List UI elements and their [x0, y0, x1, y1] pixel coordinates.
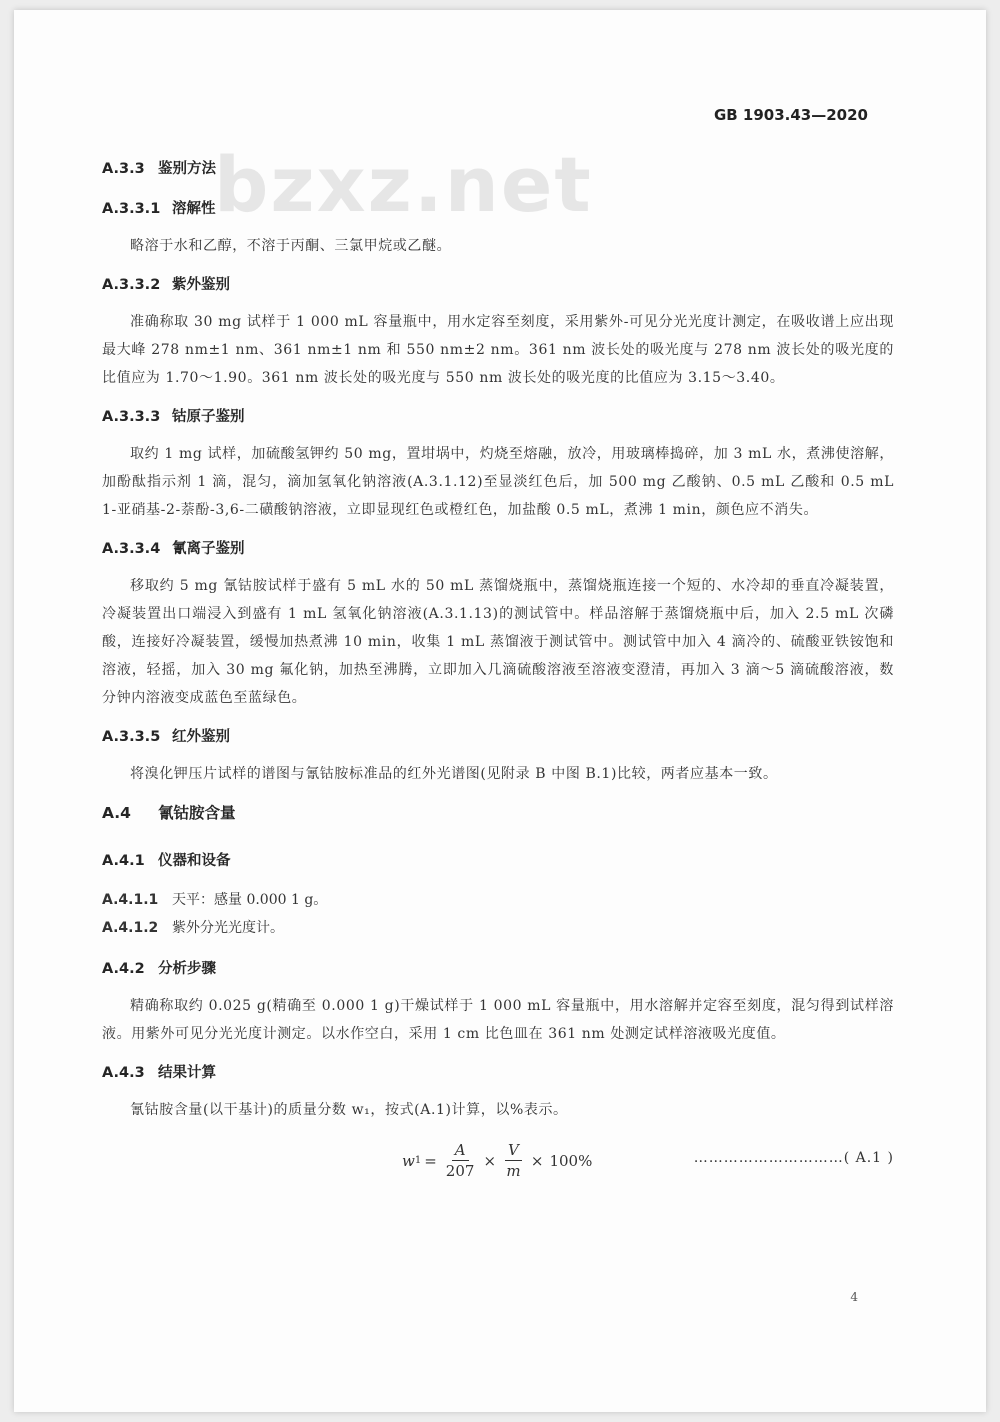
section-heading-a3331: A.3.3.1 溶解性 [102, 201, 216, 217]
section-heading-a3335: A.3.3.5 红外鉴别 [102, 729, 230, 745]
list-item: A.4.1.2 紫外分光光度计。 [102, 920, 284, 936]
section-heading-a42: A.4.2 分析步骤 [102, 961, 216, 977]
section-heading-a3334: A.3.3.4 氰离子鉴别 [102, 541, 245, 557]
paragraph-solubility: 略溶于水和乙醇，不溶于丙酮、三氯甲烷或乙醚。 [130, 238, 452, 254]
section-heading-a333: A.3.3 鉴别方法 [102, 161, 216, 177]
standard-code: GB 1903.43—2020 [713, 106, 868, 124]
paragraph-ir-identification: 将溴化钾压片试样的谱图与氰钴胺标准品的红外光谱图(见附录 B 中图 B.1)比较，两者应基本一致。 [130, 766, 778, 782]
watermark: bzxz.net [214, 140, 593, 229]
fraction-a-over-207: $\frac{A}{207}$ [445, 1141, 475, 1180]
paragraph-result-calculation: 氰钴胺含量(以干基计)的质量分数 w₁，按式(A.1)计算，以%表示。 [130, 1102, 568, 1118]
list-item: A.4.1.1 天平：感量 0.000 1 g。 [102, 892, 328, 908]
paragraph-cobalt-identification: 取约 1 mg 试样，加硫酸氢钾约 50 mg，置坩埚中，灼烧至熔融，放冷，用玻璃棒捣碎，加 3 mL 水，煮沸使溶解，加酚酞指示剂 1 滴，混匀，滴加氢氧化钠溶液(A.3.1.12)至显淡红色后，加 500 mg 乙酸钠、0.5 mL 乙酸和 0.5 mL 1-亚硝基-2-萘酚-3,6-二磺酸钠溶液，立即显现红色或橙红色，加盐酸 0.5 mL，煮沸 1 min，颜色应不消失。 [102, 446, 894, 518]
paragraph-cyanide-identification: 移取约 5 mg 氰钴胺试样于盛有 5 mL 水的 50 mL 蒸馏烧瓶中，蒸馏烧瓶连接一个短的、水冷却的垂直冷凝装置，冷凝装置出口端浸入到盛有 1 mL 氢氧化钠溶液(A.3.1.13)的测试管中。样品溶解于蒸馏烧瓶中后，加入 2.5 mL 次磷酸，连接好冷凝装置，缓慢加热煮沸 10 min，收集 1 mL 蒸馏液于测试管中。测试管中加入 4 滴冷的、硫酸亚铁铵饱和溶液，轻摇，加入 30 mg 氟化钠，加热至沸腾，立即加入几滴硫酸溶液至溶液变澄清，再加入 3 滴～5 滴硫酸溶液，数分钟内溶液变成蓝色至蓝绿色。 [102, 578, 894, 706]
page-number: 4 [850, 1290, 858, 1304]
fraction-v-over-m: $\frac{V}{m}$ [506, 1141, 521, 1180]
paragraph-uv-identification: 准确称取 30 mg 试样于 1 000 mL 容量瓶中，用水定容至刻度，采用紫外-可见分光光度计测定，在吸收谱上应出现最大峰 278 nm±1 nm、361 nm±1 nm 和 550 nm±2 nm。361 nm 波长处的吸光度与 278 nm 波长处的吸光度的比值应为 1.70～1.90。361 nm 波长处的吸光度与 550 nm 波长处的吸光度的比值应为 3.15～3.40。 [102, 314, 894, 386]
formula-expression: w 1 = $\frac{A}{207}$ × $\frac{V}{m}$ × 100% [402, 1141, 593, 1180]
formula-reference: …………………………( A.1 ) [693, 1150, 894, 1166]
section-heading-a4: A.4 氰钴胺含量 [102, 804, 236, 822]
section-heading-a3333: A.3.3.3 钴原子鉴别 [102, 409, 245, 425]
document-body [102, 158, 894, 1190]
paragraph-analysis-steps: 精确称取约 0.025 g(精确至 0.000 1 g)干燥试样于 1 000 mL 容量瓶中，用水溶解并定容至刻度，混匀得到试样溶液。用紫外可见分光光度计测定。以水作空白，采用 1 cm 比色皿在 361 nm 处测定试样溶液吸光度值。 [102, 998, 894, 1042]
formula-a1 [102, 1136, 894, 1190]
section-heading-a41: A.4.1 仪器和设备 [102, 853, 231, 869]
section-heading-a43: A.4.3 结果计算 [102, 1065, 216, 1081]
document-page [14, 10, 986, 1412]
section-heading-a3332: A.3.3.2 紫外鉴别 [102, 277, 230, 293]
equipment-list [102, 886, 894, 942]
